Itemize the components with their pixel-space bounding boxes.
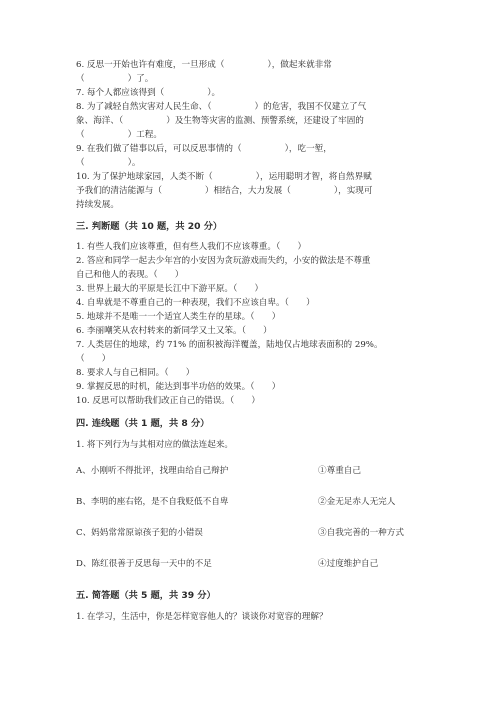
matching-left-item: A、小刚听不得批评，找理由给自己辩护 xyxy=(76,466,229,476)
fill-blank-line: 7. 每个人都应该得到（ ）。 xyxy=(76,88,221,98)
section-title-short-answer: 五. 简答题（共 5 题，共 39 分） xyxy=(76,590,216,601)
judgement-line: 1. 有些人我们应该尊重，但有些人我们不应该尊重。（ ） xyxy=(76,242,307,252)
judgement-line: 6. 李丽嘲笑从农村转来的新同学又土又笨。（ ） xyxy=(76,326,272,336)
section-title-judgement: 三. 判断题（共 10 题，共 20 分） xyxy=(76,221,223,232)
matching-right-item: ①尊重自己 xyxy=(318,466,361,476)
fill-blank-line: （ ）了。 xyxy=(76,74,154,84)
matching-question: 1. 将下列行为与其相对应的做法连起来。 xyxy=(76,440,234,450)
judgement-line: 10. 反思可以帮助我们改正自己的错误。（ ） xyxy=(76,396,260,406)
fill-blank-line: 9. 在我们做了错事以后，可以反思事情的（ ），吃一堑， xyxy=(76,144,332,154)
fill-blank-line: 象、海洋、（ ）及生物等灾害的监测、预警系统，还建设了牢固的 xyxy=(76,116,364,126)
section-title-matching: 四. 连线题（共 1 题，共 8 分） xyxy=(76,418,210,429)
judgement-line: 7. 人类居住的地球，约 71% 的面积被海洋覆盖，陆地仅占地球表面积的 29%。 xyxy=(76,340,383,350)
judgement-line: 3. 世界上最大的平原是长江中下游平原。（ ） xyxy=(76,284,264,294)
judgement-line: 8. 要求人与自己相同。（ ） xyxy=(76,368,195,378)
judgement-line: 2. 答应和同学一起去少年宫的小安因为贪玩游戏而失约，小安的做法是不尊重 xyxy=(76,256,371,266)
fill-blank-line: 8. 为了减轻自然灾害对人民生命、（ ）的危害，我国不仅建立了气 xyxy=(76,102,367,112)
fill-blank-line: （ ）。 xyxy=(76,158,141,168)
matching-left-item: C、妈妈常常原谅孩子犯的小错误 xyxy=(76,528,203,538)
matching-left-item: D、陈红很善于反思每一天中的不足 xyxy=(76,559,212,569)
fill-blank-line: 持续发展。 xyxy=(76,200,119,210)
judgement-line: 自己和他人的表现。（ ） xyxy=(76,270,184,280)
fill-blank-line: 10. 为了保护地球家园，人类不断（ ），运用聪明才智，将自然界赋 xyxy=(76,172,372,182)
fill-blank-line: 6. 反思一开始也许有难度，一旦形成（ ），做起来就非常 xyxy=(76,60,332,70)
fill-blank-line: 予我们的清洁能源与（ ）相结合，大力发展（ ），实现可 xyxy=(76,186,373,196)
matching-right-item: ②金无足赤人无完人 xyxy=(318,497,396,507)
matching-right-item: ③自我完善的一种方式 xyxy=(318,528,404,538)
matching-left-item: B、李明的座右铭，是不自我贬低不自卑 xyxy=(76,497,229,507)
short-answer-question: 1. 在学习，生活中，你是怎样宽容他人的？谈谈你对宽容的理解？ xyxy=(76,612,328,622)
judgement-line: 4. 自卑就是不尊重自己的一种表现，我们不应该自卑。（ ） xyxy=(76,298,315,308)
judgement-line: 9. 掌握反思的时机，能达到事半功倍的效果。（ ） xyxy=(76,382,281,392)
judgement-line: 5. 地球并不是唯一一个适宜人类生存的星球。（ ） xyxy=(76,312,281,322)
fill-blank-line: （ ）工程。 xyxy=(76,130,162,140)
matching-right-item: ④过度维护自己 xyxy=(318,559,379,569)
judgement-line: （ ） xyxy=(76,354,111,364)
